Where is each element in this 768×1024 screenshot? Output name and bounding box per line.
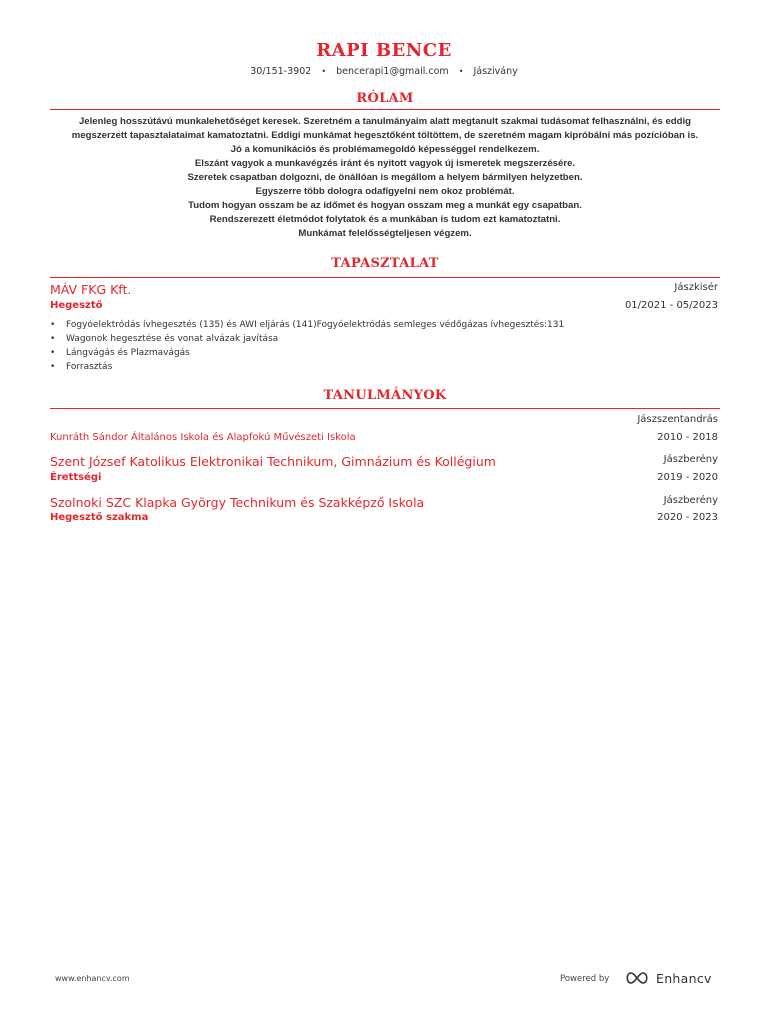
degree: Érettségi [50,472,102,483]
job-bullet: • Fogyóelektródás ívhegesztés (135) és AWI eljárás (141)Fogyóelektródás semleges védőgázas ívhegesztés:131 [50,318,720,332]
job-dates: 01/2021 - 05/2023 [624,300,718,311]
infinity-logo-icon [624,971,650,985]
footer-url-link[interactable]: www.enhancv.com [55,974,130,983]
enhancv-logo-link[interactable] [624,968,712,988]
school-dates: 2020 - 2023 [657,512,718,523]
separator-dot: • [321,67,327,76]
degree: Hegesztő szakma [50,512,149,523]
about-line: Jelenleg hosszútávú munkalehetőséget keresek. Szeretném a tanulmányaim alatt megtanult szakmai tudásomat felhasználni, és eddig [78,116,692,127]
education-item-header [50,432,720,448]
job-bullet: • Lángvágás és Plazmavágás [50,346,720,360]
about-text [50,115,720,241]
school-name: Kunráth Sándor Általános Iskola és Alapfokú Művészeti Iskola [50,432,356,443]
experience-section-title: TAPASZTALAT [331,256,439,271]
experience-divider [50,277,720,278]
brand-name: Enhancv [656,970,712,986]
school-name: Szolnoki SZC Klapka György Technikum és Szakképző Iskola [50,495,425,510]
school-location: Jászberény [663,454,718,465]
candidate-name: RAPI BENCE [316,40,452,61]
education-item-header [50,495,720,511]
contact-line [0,66,768,77]
job-bullet: • Wagonok hegesztése és vonat alvázak javítása [50,332,720,346]
about-line: Jó a komunikációs és problémamegoldó képességgel rendelkezem. [230,144,540,155]
job-bullet: • Forrasztás [50,360,720,374]
location: Jászivány [473,66,518,77]
school-location: Jászberény [663,495,718,506]
education-item-header [50,454,720,470]
about-line: Munkámat felelősségteljesen végzem. [298,228,472,239]
school-location: Jászszentandrás [637,414,718,425]
about-line: Egyszerre több dologra odafigyelni nem okoz problémát. [255,186,515,197]
education-item-subheader [50,512,720,528]
powered-by-label: Powered by [560,974,610,984]
job-bullets [50,318,720,374]
school-name: Szent József Katolikus Elektronikai Technikum, Gimnázium és Kollégium [50,454,496,469]
about-line: Tudom hogyan osszam be az időmet és hogyan osszam meg a munkát egy csapatban. [188,200,582,211]
about-section-title: RÓLAM [356,91,414,106]
about-line: Rendszerezett életmódot folytatok és a munkában is tudom ezt kamatoztatni. [209,214,561,225]
experience-item-header [50,282,720,298]
education-item-subheader [50,472,720,488]
about-line: Elszánt vagyok a munkavégzés iránt és nyitott vagyok új ismeretek megszerzésére. [194,158,576,169]
separator-dot: • [458,67,464,76]
job-role: Hegesztő [50,300,103,311]
school-dates: 2010 - 2018 [657,432,718,443]
phone-number: 30/151-3902 [250,66,312,77]
job-location: Jászkisér [674,282,718,293]
about-divider [50,109,720,110]
school-dates: 2019 - 2020 [657,472,718,483]
education-item-location-row [50,414,720,430]
education-divider [50,408,720,409]
about-line: Szeretek csapatban dolgozni, de önállóan is megállom a helyem bármilyen helyzetben. [187,172,583,183]
company-name: MÁV FKG Kft. [50,282,132,297]
experience-item-subheader [50,300,720,316]
education-section-title: TANULMÁNYOK [323,388,447,403]
about-line: megszerzett tapasztalataimat kamatoztatni. Eddigi munkámat hegesztőként töltöttem, de szeretném magam kipróbálni más pozícióban is. [71,130,699,141]
email-address: bencerapi1@gmail.com [336,66,449,77]
